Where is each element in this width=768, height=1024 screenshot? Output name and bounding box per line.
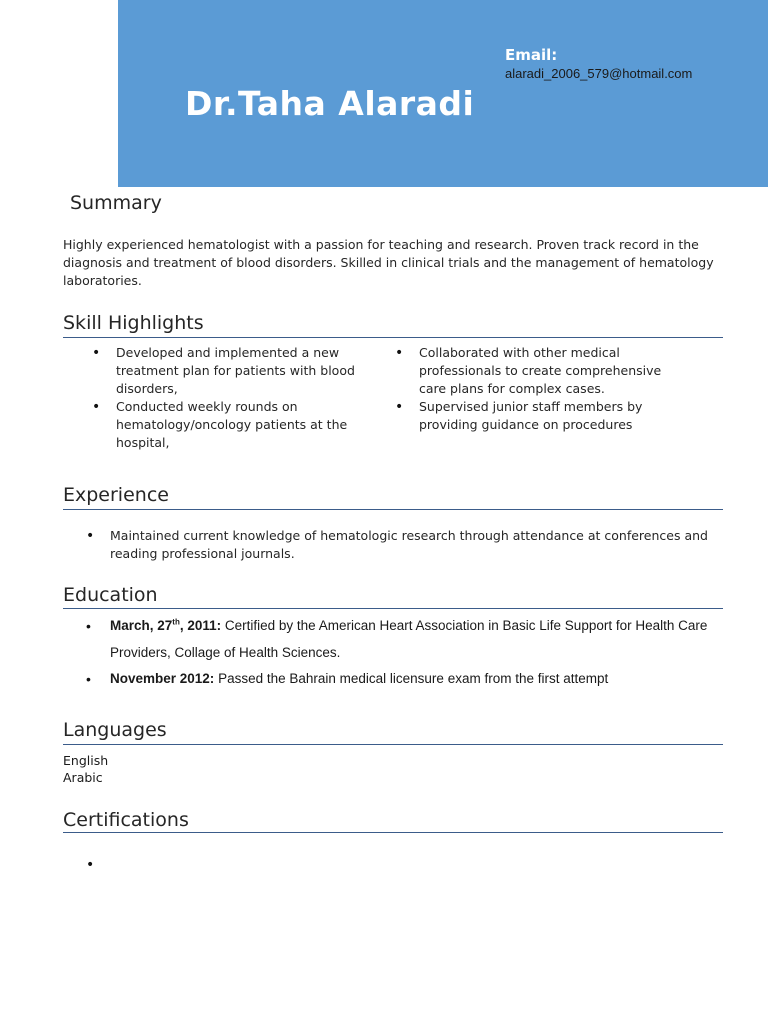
skills-list-right <box>395 344 675 434</box>
education-item <box>86 613 726 666</box>
skill-item: • Conducted weekly rounds on hematology/oncology patients at the hospital, <box>92 398 362 452</box>
email-link[interactable]: alaradi_2006_579@hotmail.com <box>505 66 693 81</box>
section-divider <box>63 608 723 609</box>
skill-highlights-heading: Skill Highlights <box>63 312 204 334</box>
education-date: March, 27th, 2011: <box>110 617 222 633</box>
person-name: Dr.Taha Alaradi <box>185 84 475 123</box>
education-item <box>86 666 726 693</box>
summary-heading: Summary <box>70 192 162 214</box>
education-list <box>86 613 726 693</box>
skills-list-left <box>92 344 362 452</box>
skill-item: • Supervised junior staff members by providing guidance on procedures <box>395 398 675 434</box>
education-date: November 2012: <box>110 671 215 686</box>
education-description: Certified by the American Heart Association in Basic Life Support for Health Care Providers, Collage of Health Sciences. <box>110 618 708 660</box>
email-label: Email: <box>505 46 558 64</box>
experience-item: • Maintained current knowledge of hematologic research through attendance at conferences and reading professional journals. <box>86 527 726 563</box>
experience-heading: Experience <box>63 484 169 506</box>
section-divider <box>63 832 723 833</box>
education-heading: Education <box>63 584 158 606</box>
section-divider <box>63 337 723 338</box>
section-divider <box>63 509 723 510</box>
language-item: English <box>63 753 109 768</box>
education-description: Passed the Bahrain medical licensure exam from the first attempt <box>214 671 609 686</box>
skill-item: • Developed and implemented a new treatment plan for patients with blood disorders, <box>92 344 362 398</box>
experience-list <box>86 527 726 563</box>
header-banner <box>118 0 768 187</box>
skill-item: • Collaborated with other medical professionals to create comprehensive care plans for complex cases. <box>395 344 675 398</box>
section-divider <box>63 744 723 745</box>
summary-text: Highly experienced hematologist with a passion for teaching and research. Proven track record in the diagnosis and treatment of blood disorders. Skilled in clinical trials and the management of hematology laboratories. <box>63 237 714 288</box>
certifications-heading: Certifications <box>63 809 189 831</box>
languages-heading: Languages <box>63 719 167 741</box>
language-item: Arabic <box>63 770 103 785</box>
